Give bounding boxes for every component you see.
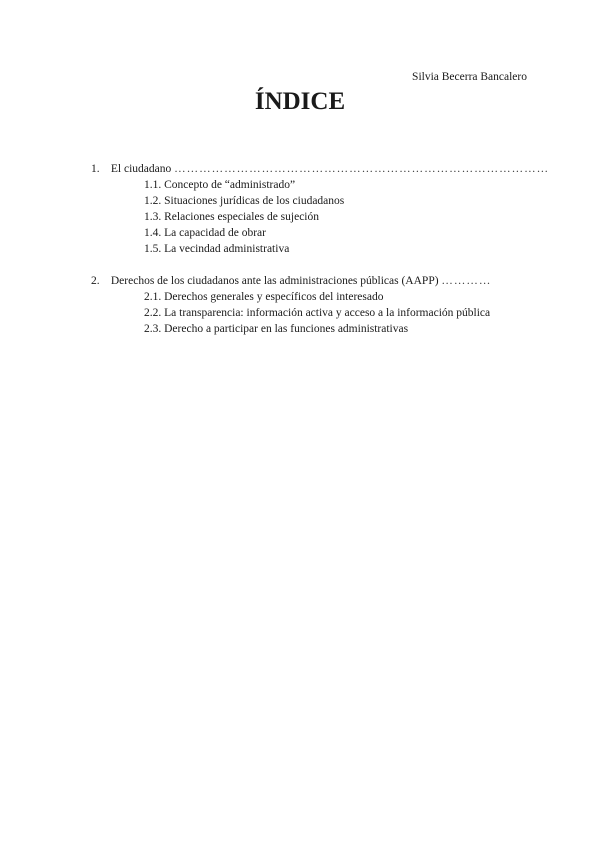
toc-item: 2.3. Derecho a participar en las funciones administrativas xyxy=(144,323,409,335)
author-name: Silvia Becerra Bancalero xyxy=(412,71,527,83)
toc-item: 2.2. La transparencia: información activa y acceso a la información pública xyxy=(144,307,491,319)
toc-item: 1.4. La capacidad de obrar xyxy=(144,227,266,239)
table-of-contents xyxy=(91,161,550,353)
toc-section-1 xyxy=(91,161,550,257)
toc-section-2 xyxy=(91,273,531,337)
toc-item: 1.2. Situaciones jurídicas de los ciudadanos xyxy=(144,195,345,207)
section-number: 2. xyxy=(91,275,100,287)
toc-item: 2.1. Derechos generales y específicos del interesado xyxy=(144,291,384,303)
dot-leader: ……………………………………………………………………………… xyxy=(174,163,550,175)
page-title: ÍNDICE xyxy=(254,88,346,115)
toc-item: 1.1. Concepto de “administrado” xyxy=(144,179,296,191)
section-number: 1. xyxy=(91,163,100,175)
toc-item: 1.5. La vecindad administrativa xyxy=(144,243,290,255)
toc-section-heading xyxy=(91,273,531,289)
dot-leader: ………… xyxy=(441,275,492,287)
section-title: El ciudadano xyxy=(110,163,172,175)
toc-section-heading xyxy=(91,161,550,177)
toc-item: 1.3. Relaciones especiales de sujeción xyxy=(144,211,319,223)
section-title: Derechos de los ciudadanos ante las administraciones públicas (AAPP) xyxy=(110,275,439,287)
